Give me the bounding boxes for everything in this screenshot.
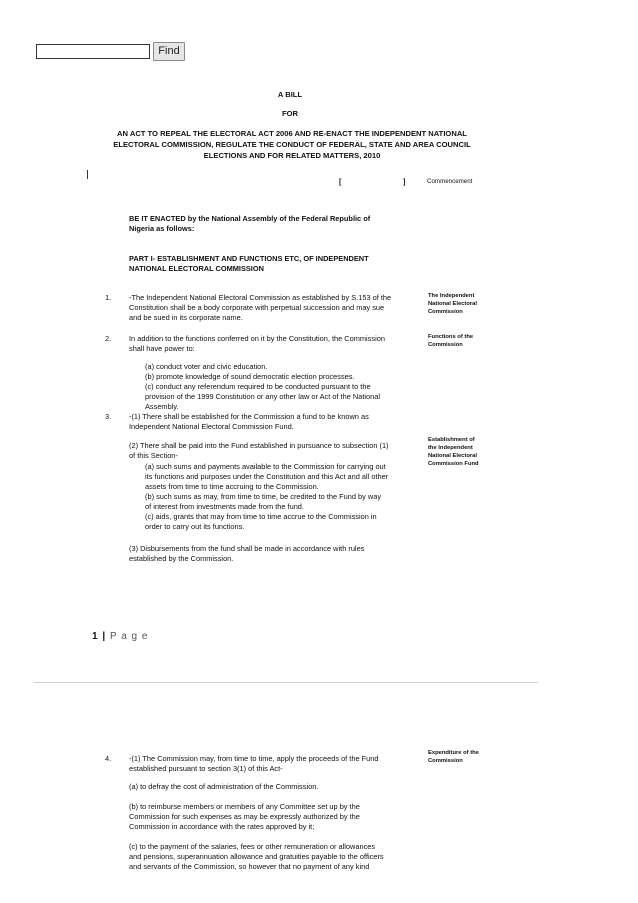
list-item: Assembly. xyxy=(145,402,179,411)
text-line: Commission for such expenses as may be expressly authorized by the xyxy=(129,812,360,821)
enacting-clause xyxy=(129,214,405,234)
section-3-number: 3. xyxy=(105,412,112,421)
margin-line: Functions of the xyxy=(428,334,474,340)
text-line: -(1) There shall be established for the Commission a fund to be known as xyxy=(129,412,369,421)
margin-line: Commission xyxy=(428,309,463,315)
text-line: -(1) The Commission may, from time to time, apply the proceeds of the Fund xyxy=(129,754,379,763)
margin-line: National Electoral xyxy=(428,453,477,459)
section-1-number: 1. xyxy=(105,293,112,302)
text-line: (b) to reimburse members or members of any Committee set up by the xyxy=(129,802,360,811)
page-separator: | xyxy=(102,631,107,642)
list-item: (a) conduct voter and civic education. xyxy=(145,362,268,371)
page-divider xyxy=(34,682,538,683)
section-3-subsection-3 xyxy=(129,544,419,564)
title-line-1: AN ACT TO REPEAL THE ELECTORAL ACT 2006 AND RE-ENACT THE INDEPENDENT NATIONAL xyxy=(117,129,467,138)
commencement-bracket-close: ] xyxy=(403,177,406,186)
bill-for: FOR xyxy=(281,109,299,118)
text-line: and pensions, superannuation allowance and gratuities payable to the officers xyxy=(129,852,384,861)
page-label: P a g e xyxy=(109,631,149,642)
section-2-margin-note xyxy=(428,333,490,349)
bill-heading: A BILL xyxy=(277,90,303,99)
section-3-subsection-2 xyxy=(129,441,419,461)
list-item: order to carry out its functions. xyxy=(145,522,245,531)
section-2-items xyxy=(145,362,415,412)
find-button[interactable]: Find xyxy=(153,42,185,61)
text-line: and servants of the Commission, so however that no payment of any kind xyxy=(129,862,370,871)
margin-line: Expenditure of the xyxy=(428,750,479,756)
text-line: (a) to defray the cost of administration of the Commission. xyxy=(129,782,319,791)
margin-line: Establishment of xyxy=(428,437,475,443)
text-line: of this Section- xyxy=(129,451,178,460)
commencement-label: Commencement xyxy=(427,178,473,185)
text-line: In addition to the functions conferred on it by the Constitution, the Commission xyxy=(129,334,385,343)
margin-line: The Independent xyxy=(428,293,475,299)
title-line-2: ELECTORAL COMMISSION, REGULATE THE CONDUCT OF FEDERAL, STATE AND AREA COUNCIL xyxy=(113,140,471,149)
enacting-line-2: Nigeria as follows: xyxy=(129,224,195,233)
section-4-margin-note xyxy=(428,749,490,765)
text-line: (2) There shall be paid into the Fund established in pursuance to subsection (1) xyxy=(129,441,389,450)
text-line: Commission in accordance with the rates approved by it; xyxy=(129,822,315,831)
commencement-bracket-open: [ xyxy=(339,177,342,186)
list-item: assets from time to time accruing to the Commission. xyxy=(145,482,319,491)
margin-line: Commission Fund xyxy=(428,461,479,467)
list-item: provision of the 1999 Constitution or any other law or Act of the National xyxy=(145,392,380,401)
list-item: (b) promote knowledge of sound democratic election processes. xyxy=(145,372,355,381)
part-line-1: PART I- ESTABLISHMENT AND FUNCTIONS ETC, OF INDEPENDENT xyxy=(129,254,369,263)
section-4-text xyxy=(129,754,417,774)
list-item: (c) conduct any referendum required to be conducted pursuant to the xyxy=(145,382,371,391)
section-2-number: 2. xyxy=(105,334,112,343)
section-4-item-b xyxy=(129,802,417,832)
list-item: of interest from investments made from the fund. xyxy=(145,502,304,511)
enacting-line-1: BE IT ENACTED by the National Assembly of the Federal Republic of xyxy=(129,214,371,223)
text-line: (c) to the payment of the salaries, fees or other remuneration or allowances xyxy=(129,842,376,851)
section-4-item-c xyxy=(129,842,417,872)
section-1-text xyxy=(129,293,417,323)
margin-line: National Electoral xyxy=(428,301,477,307)
list-item: its functions and purposes under the Constitution and this Act and all other xyxy=(145,472,389,481)
part-heading xyxy=(129,254,419,274)
section-2-text xyxy=(129,334,419,354)
part-line-2: NATIONAL ELECTORAL COMMISSION xyxy=(129,264,264,273)
margin-line: Commission xyxy=(428,758,463,764)
title-line-3: ELECTIONS AND FOR RELATED MATTERS, 2010 xyxy=(203,151,381,160)
text-line: established by the Commission. xyxy=(129,554,234,563)
section-3-margin-note xyxy=(428,436,490,468)
text-line: shall have power to: xyxy=(129,344,195,353)
section-1-margin-note xyxy=(428,292,490,316)
margin-line: the Independent xyxy=(428,445,473,451)
text-cursor xyxy=(87,170,88,179)
text-line: -The Independent National Electoral Commission as established by S.153 of the xyxy=(129,293,392,302)
text-line: Constitution shall be a body corporate with perpetual succession and may sue xyxy=(129,303,385,312)
text-line: established pursuant to section 3(1) of this Act- xyxy=(129,764,283,773)
list-item: (b) such sums as may, from time to time, be credited to the Fund by way xyxy=(145,492,382,501)
list-item: (a) such sums and payments available to the Commission for carrying out xyxy=(145,462,386,471)
page-number: 1 xyxy=(92,631,99,642)
section-4-number: 4. xyxy=(105,754,112,763)
text-line: (3) Disbursements from the fund shall be made in accordance with rules xyxy=(129,544,365,553)
find-input[interactable] xyxy=(36,44,150,59)
section-3-items xyxy=(145,462,417,532)
text-line: and be sued in its corporate name. xyxy=(129,313,243,322)
page-footer xyxy=(92,631,148,642)
section-3-text xyxy=(129,412,417,432)
margin-line: Commission xyxy=(428,342,463,348)
section-4-item-a xyxy=(129,782,417,792)
text-line: Independent National Electoral Commission Fund. xyxy=(129,422,294,431)
list-item: (c) aids, grants that may from time to time accrue to the Commission in xyxy=(145,512,377,521)
